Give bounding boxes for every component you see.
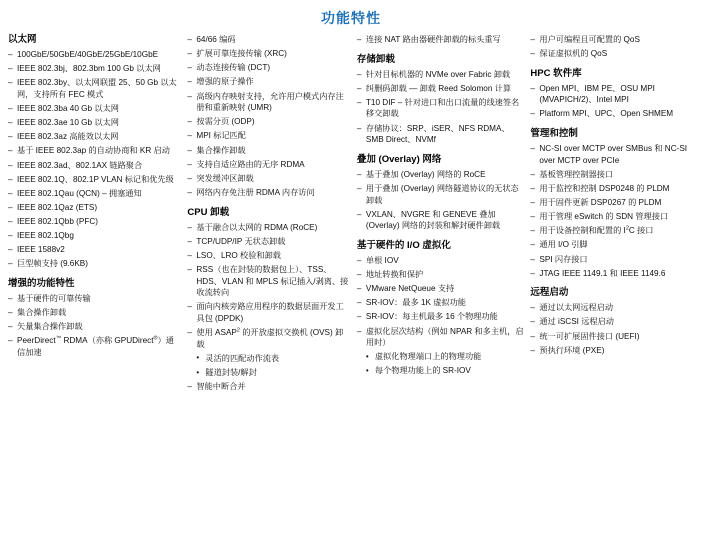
feature-list-item: • 灵活的匹配动作流表 <box>187 353 351 365</box>
feature-list-item: – JTAG IEEE 1149.1 和 IEEE 1149.6 <box>530 268 688 280</box>
feature-list-item: – 用于监控和控制 DSP0248 的 PLDM <box>530 183 688 195</box>
feature-list-item: – 基于硬件的可靠传输 <box>8 293 181 305</box>
feature-list-item: – 基于融合以太网的 RDMA (RoCE) <box>187 222 351 234</box>
feature-list-item: – 智能中断合并 <box>187 381 351 393</box>
feature-list-item: – 用户可编程且可配置的 QoS <box>530 34 688 46</box>
feature-list-item: – IEEE 802.1Qbg <box>8 230 181 242</box>
feature-list-item: – 保证虚拟机的 QoS <box>530 48 688 60</box>
feature-list-item: – 动态连接传输 (DCT) <box>187 62 351 74</box>
feature-list-item: – 100GbE/50GbE/40GbE/25GbE/10GbE <box>8 49 181 61</box>
feature-list <box>357 34 524 46</box>
feature-list <box>8 49 181 270</box>
feature-list-item: – NC-SI over MCTP over SMBus 和 NC-SI over MCTP over PCIe <box>530 143 688 166</box>
feature-list-item: – 基于 IEEE 802.3ap 的自动协商和 KR 启动 <box>8 145 181 157</box>
feature-list <box>530 34 688 60</box>
column-4 <box>530 34 694 359</box>
feature-list-item: – IEEE 802.1Qaz (ETS) <box>8 202 181 214</box>
feature-list-item: • 隧道封装/解封 <box>187 367 351 379</box>
column-1 <box>8 34 187 361</box>
feature-list <box>357 255 524 377</box>
feature-list-item: – IEEE 802.1Qbb (PFC) <box>8 216 181 228</box>
feature-list-item: – RSS（也在封装的数据包上）、TSS、HDS、VLAN 和 MPLS 标记插入/剥离、接收流转向 <box>187 264 351 299</box>
feature-list-item: – 高级内存映射支持，允许用户模式内存注册和重新映射 (UMR) <box>187 91 351 114</box>
feature-list-item: – IEEE 802.3bj、802.3bm 100 Gb 以太网 <box>8 63 181 75</box>
section-heading: 管理和控制 <box>530 128 578 140</box>
section-heading: 存储卸载 <box>356 53 395 65</box>
feature-list-item: – 通过以太网远程启动 <box>530 302 688 314</box>
feature-list-item: – T10 DIF – 针对进口和出口流量的线速签名移交卸载 <box>357 97 524 120</box>
feature-list-item: – SPI 闪存接口 <box>530 254 688 266</box>
feature-list-item: – 用于管理 eSwitch 的 SDN 管理接口 <box>530 211 688 223</box>
feature-list-item: – LSO、LRO 校验和卸载 <box>187 250 351 262</box>
feature-list-item: – 扩展可靠连接传输 (XRC) <box>187 48 351 60</box>
feature-list-item: – 用于固件更新 DSP0267 的 PLDM <box>530 197 688 209</box>
feature-list-item: – 预执行环境 (PXE) <box>530 345 688 357</box>
feature-list <box>8 293 181 359</box>
feature-list-item: • 每个物理功能上的 SR-IOV <box>357 365 524 377</box>
feature-list-item: – MPI 标记匹配 <box>187 130 351 142</box>
feature-list-item: – 统一可扩展固件接口 (UEFI) <box>530 331 688 343</box>
feature-list-item: – 增强的原子操作 <box>187 76 351 88</box>
feature-list-item: – VMware NetQueue 支持 <box>357 283 524 295</box>
feature-list-item: – IEEE 802.3by、以太网联盟 25、50 Gb 以太网，支持所有 FEC 模式 <box>8 77 181 100</box>
feature-list-item: – 存储协议：SRP、iSER、NFS RDMA、SMB Direct、NVMf <box>357 123 524 146</box>
feature-list-item: – 基板管理控制器接口 <box>530 169 688 181</box>
feature-list-item: – IEEE 802.1Qau (QCN) – 拥塞通知 <box>8 188 181 200</box>
feature-list-item: – 面向内核旁路应用程序的数据层面开发工具包 (DPDK) <box>187 301 351 324</box>
feature-list <box>187 34 351 199</box>
feature-list-item: – IEEE 802.3ae 10 Gb 以太网 <box>8 117 181 129</box>
feature-list-item: – 用于叠加 (Overlay) 网络隧道协议的无状态卸载 <box>357 183 524 206</box>
feature-list-item: – SR-IOV：每主机最多 16 个物理功能 <box>357 311 524 323</box>
column-3 <box>357 34 530 380</box>
feature-list-item: – PeerDirect™ RDMA（亦称 GPUDirect®）通信加速 <box>8 335 181 358</box>
feature-list-item: – 纠删码卸载 — 卸载 Reed Solomon 计算 <box>357 83 524 95</box>
feature-list-item: – 通用 I/O 引脚 <box>530 239 688 251</box>
feature-list-item: – 按需分页 (ODP) <box>187 116 351 128</box>
feature-list-item: – 用于设备控制和配置的 $I^2C$ 接口 <box>530 225 688 237</box>
feature-list <box>357 69 524 146</box>
section-heading: HPC 软件库 <box>530 67 582 79</box>
feature-list-item: – IEEE 802.3ba 40 Gb 以太网 <box>8 103 181 115</box>
section-heading: 基于硬件的 I/O 虚拟化 <box>356 239 451 251</box>
feature-list <box>530 83 688 120</box>
feature-list-item: – IEEE 802.3ad、802.1AX 链路聚合 <box>8 160 181 172</box>
feature-list-item: • 虚拟化物理端口上的物理功能 <box>357 351 524 363</box>
feature-list-item: – 针对目标机器的 NVMe over Fabric 卸载 <box>357 69 524 81</box>
feature-list-item: – 单根 IOV <box>357 255 524 267</box>
feature-list-item: – Open MPI、IBM PE、OSU MPI (MVAPICH/2)、Intel MPI <box>530 83 688 106</box>
feature-list-item: – 通过 iSCSI 远程启动 <box>530 316 688 328</box>
section-heading: CPU 卸载 <box>187 206 230 218</box>
feature-list-item: – 连接 NAT 路由器硬件卸载的标头重写 <box>357 34 524 46</box>
columns-container <box>8 34 694 395</box>
feature-list-item: – IEEE 1588v2 <box>8 244 181 256</box>
page-title: 功能特性 <box>321 10 381 26</box>
feature-list <box>187 222 351 393</box>
column-2 <box>187 34 357 395</box>
feature-list-item: – 支持自适应路由的无序 RDMA <box>187 159 351 171</box>
feature-list-item: – 突发缓冲区卸载 <box>187 173 351 185</box>
section-heading: 以太网 <box>8 34 37 45</box>
feature-list-item: – 基于叠加 (Overlay) 网络的 RoCE <box>357 169 524 181</box>
feature-list-item: – 虚拟化层次结构（例如 NPAR 和多主机，启用时） <box>357 326 524 349</box>
section-heading: 叠加 (Overlay) 网络 <box>356 153 442 165</box>
feature-list-item: – 矢量集合操作卸载 <box>8 321 181 333</box>
feature-list <box>530 302 688 356</box>
feature-list-item: – IEEE 802.1Q、802.1P VLAN 标记和优先级 <box>8 174 181 186</box>
section-heading: 远程启动 <box>530 287 569 299</box>
feature-list-item: – 巨型帧支持 (9.6KB) <box>8 258 181 270</box>
feature-list <box>530 143 688 279</box>
section-heading: 增强的功能特性 <box>8 278 75 290</box>
feature-list-item: – 集合操作卸载 <box>187 145 351 157</box>
feature-list-item: – 使用 ASAP$^2$ 的开放虚拟交换机 (OVS) 卸载 <box>187 327 351 350</box>
feature-list-item: – TCP/UDP/IP 无状态卸载 <box>187 236 351 248</box>
feature-list-item: – Platform MPI、UPC、Open SHMEM <box>530 108 688 120</box>
feature-list-item: – 64/66 编码 <box>187 34 351 46</box>
feature-list-item: – VXLAN、NVGRE 和 GENEVE 叠加 (Overlay) 网络的封装和解封硬件卸载 <box>357 209 524 232</box>
feature-list-item: – 地址转换和保护 <box>357 269 524 281</box>
feature-list-item: – 集合操作卸载 <box>8 307 181 319</box>
feature-list-item: – IEEE 802.3az 高能效以太网 <box>8 131 181 143</box>
feature-list <box>357 169 524 232</box>
feature-list-item: – 网络内存免注册 RDMA 内存访问 <box>187 187 351 199</box>
feature-list-item: – SR-IOV：最多 1K 虚拟功能 <box>357 297 524 309</box>
